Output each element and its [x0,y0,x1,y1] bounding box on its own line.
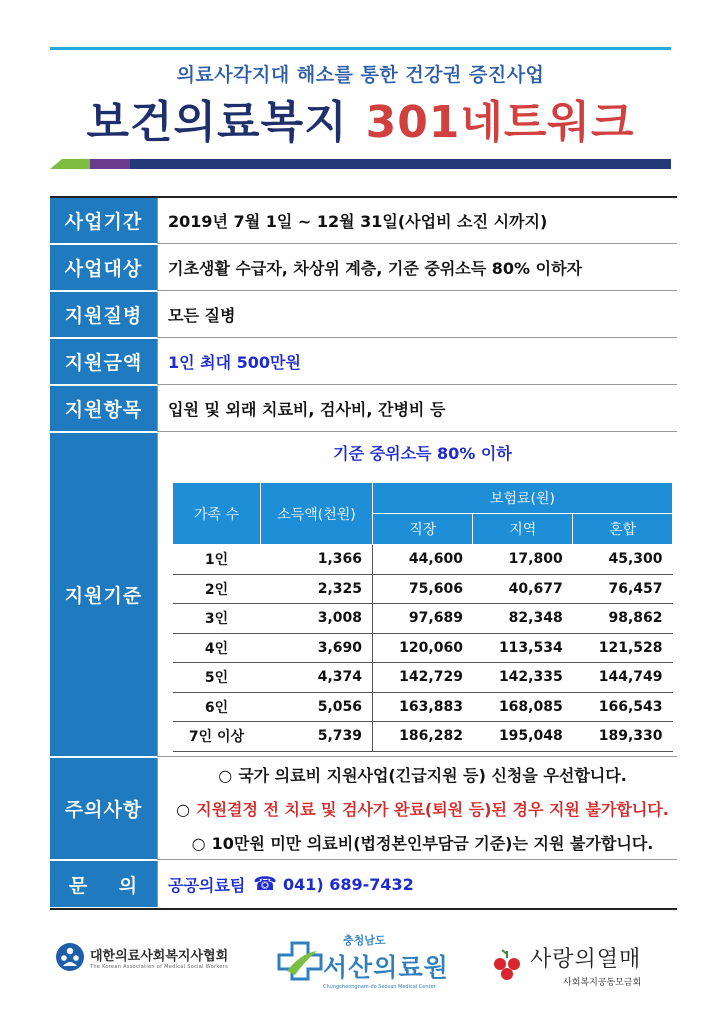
cell-mixed: 121,528 [573,633,673,663]
cell-workplace: 75,606 [373,574,473,604]
table-row [173,574,673,604]
color-bar-navy [130,159,671,169]
header-insurance: 보험료(원) [373,483,673,514]
criteria-heading: 기준 중위소득 80% 이하 [333,444,512,463]
cell-regional: 40,677 [473,574,573,604]
row-value: 모든 질병 [157,292,677,338]
row-value: 입원 및 외래 치료비, 검사비, 간병비 등 [157,386,677,432]
table-row [173,545,673,575]
hospital-cross-icon [277,941,323,981]
cell-income: 5,056 [261,692,373,722]
hospital-region: 충청남도 [343,934,386,947]
contact-cell [157,861,677,907]
cell-income: 2,325 [261,574,373,604]
color-bar [50,159,671,169]
table-row [173,633,673,663]
charity-logo [490,942,641,988]
row-value: 2019년 7월 1일 ~ 12월 31일(사업비 소진 시까지) [157,198,677,244]
cell-family: 2인 [173,574,261,604]
cell-mixed: 45,300 [573,545,673,575]
cell-income: 1,366 [261,545,373,575]
notice-text: 10만원 미만 의료비(법정본인부담금 기준)는 지원 불가합니다. [211,834,654,853]
cell-mixed: 166,543 [573,692,673,722]
row-target [50,245,677,292]
notice-text: 국가 의료비 지원사업(긴급지원 등) 신청을 우선합니다. [238,766,627,785]
cell-family: 7인 이상 [173,722,261,752]
cell-regional: 195,048 [473,722,573,752]
criteria-cell [157,433,677,757]
row-label: 지원기준 [50,433,157,757]
cell-regional: 142,335 [473,663,573,693]
charity-name: 사랑의열매 [530,947,642,972]
row-value: 기초생활 수급자, 차상위 계층, 기준 중위소득 80% 이하자 [157,245,677,291]
info-table [50,196,677,910]
row-value: 1인 최대 500만원 [157,339,677,385]
notice-item [218,763,627,786]
row-label: 사업기간 [50,198,157,244]
notice-item [192,831,654,854]
cell-income: 4,374 [261,663,373,693]
header-family: 가족 수 [173,483,261,545]
assoc-sub: The Korean Association of Medical Social Workers [90,963,229,970]
cell-workplace: 44,600 [373,545,473,575]
income-table [172,482,673,752]
cell-mixed: 144,749 [573,663,673,693]
cell-workplace: 120,060 [373,633,473,663]
title-accent: 301네트워크 [365,97,635,148]
bullet-icon: ○ [176,800,191,819]
contact-team: 공공의료팀 [168,875,246,895]
cell-family: 6인 [173,692,261,722]
page-title [50,86,671,150]
fruit-icon [490,948,524,982]
cell-mixed: 76,457 [573,574,673,604]
row-period [50,198,677,245]
footer-logos [55,930,675,990]
bullet-icon: ○ [218,766,233,785]
row-contact [50,861,677,908]
row-items [50,386,677,433]
header-regional: 지역 [473,514,573,545]
contact-phone[interactable]: 041) 689-7432 [282,874,414,894]
cell-regional: 17,800 [473,545,573,575]
hospital-sub: Chungcheongnam-do Seosan Medical Center [323,984,436,990]
row-label: 문 의 [50,861,157,907]
color-bar-purple [90,159,130,169]
table-row [173,604,673,634]
cell-family: 4인 [173,633,261,663]
table-row [173,722,673,752]
header-mixed: 혼합 [573,514,673,545]
assoc-emblem-icon [55,942,85,972]
hospital-logo [277,932,449,990]
cell-regional: 82,348 [473,604,573,634]
cell-mixed: 189,330 [573,722,673,752]
notice-text: 지원결정 전 치료 및 검사가 완료(퇴원 등)된 경우 지원 불가합니다. [196,800,669,819]
notice-item [176,797,669,820]
charity-sub: 사회복지공동모금회 [563,978,642,988]
cell-income: 3,690 [261,633,373,663]
hospital-name: 서산의료원 [323,953,449,982]
cell-income: 5,739 [261,722,373,752]
cell-income: 3,008 [261,604,373,634]
header-workplace: 직장 [373,514,473,545]
top-rule [50,47,671,50]
cell-mixed: 98,862 [573,604,673,634]
subtitle: 의료사각지대 해소를 통한 건강권 증진사업 [176,64,545,86]
bullet-icon: ○ [191,834,206,853]
cell-workplace: 142,729 [373,663,473,693]
row-criteria [50,433,677,758]
row-label: 지원질병 [50,292,157,338]
cell-workplace: 186,282 [373,722,473,752]
cell-workplace: 97,689 [373,604,473,634]
cell-family: 5인 [173,663,261,693]
notice-cell [157,758,677,860]
header-income: 소득액(천원) [261,483,373,545]
table-row [173,663,673,693]
row-notice [50,758,677,861]
title-main: 보건의료복지 [86,97,348,148]
cell-regional: 113,534 [473,633,573,663]
row-amount [50,339,677,386]
cell-workplace: 163,883 [373,692,473,722]
color-bar-green [50,159,90,169]
row-label: 사업대상 [50,245,157,291]
table-row [173,692,673,722]
cell-regional: 168,085 [473,692,573,722]
row-label: 주의사항 [50,758,157,860]
cell-family: 1인 [173,545,261,575]
row-label: 지원항목 [50,386,157,432]
assoc-name: 대한의료사회복지사협회 [90,948,229,964]
row-label: 지원금액 [50,339,157,385]
row-disease [50,292,677,339]
phone-icon: ☎ [253,873,277,895]
cell-family: 3인 [173,604,261,634]
assoc-logo [55,942,228,972]
